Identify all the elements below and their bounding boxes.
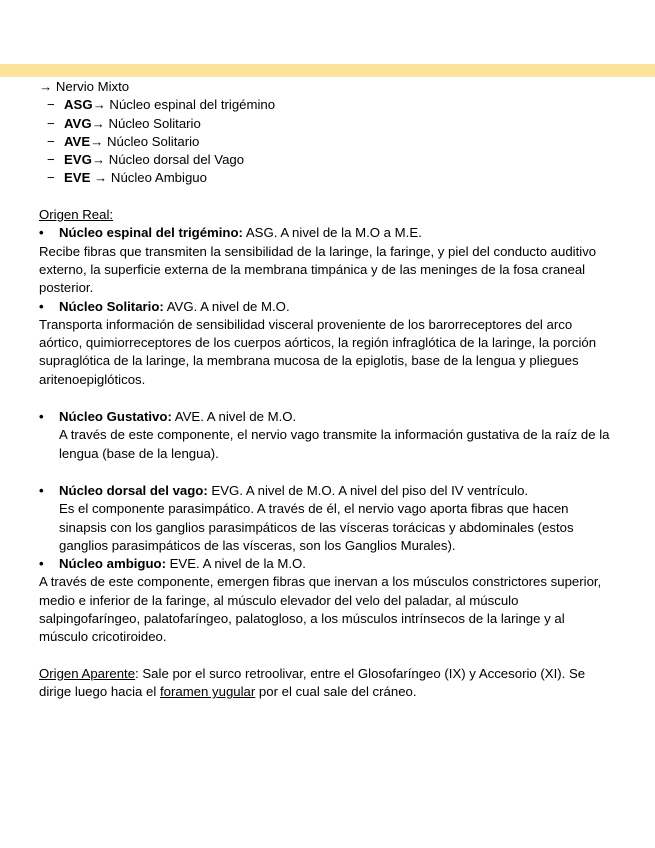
component-code: AVG→ [64, 115, 105, 131]
nucleus-description: A través de este componente, el nervio vago transmite la información gustativa de la raíz de la lengua (base de la lengua). [59, 427, 610, 461]
bullet-marker: • [39, 298, 44, 314]
nucleo-solitario-item [39, 298, 614, 316]
nucleus-description: Es el componente parasimpático. A través de él, el nervio vago aporta fibras que hacen sinapsis con los ganglios parasimpáticos de las vísceras torácicas y abdominales (estos ganglios parasimpáticos de las vísceras, son los Ganglios Murales). [59, 501, 574, 553]
component-code: ASG→ [64, 97, 106, 113]
component-nucleus: Núcleo dorsal del Vago [105, 152, 245, 168]
bullet-marker: • [39, 225, 44, 241]
highlight-band [0, 64, 655, 77]
component-evg [39, 151, 614, 169]
component-eve [39, 169, 614, 187]
nucleus-title: Núcleo Solitario: [59, 298, 164, 314]
component-nucleus: Núcleo Solitario [104, 115, 201, 131]
nucleus-summary: AVE. A nivel de M.O. [171, 409, 297, 425]
nucleus-title: Núcleo dorsal del vago: [59, 482, 208, 498]
foramen-yugular-term: foramen yugular [159, 684, 256, 700]
origen-aparente-end: por el cual sale del cráneo. [255, 684, 417, 700]
nervio-mixto-label: → Nervio Mixto [39, 79, 130, 94]
nucleus-description: A través de este componente, emergen fibras que inervan a los músculos constrictores superior, medio e inferior de la faringe, al músculo elevador del velo del paladar, al músculo salpingofaríngeo, palatofaríngeo, palatogloso, a los músculos intrínsecos de la laringe y al músculo cricotiroideo. [39, 574, 602, 645]
nucleus-title: Núcleo ambiguo: [59, 556, 166, 572]
nucleus-description: Recibe fibras que transmiten la sensibilidad de la laringe, la faringe, y piel del conducto auditivo externo, la superficie externa de la membrana timpánica y de las meninges de la fosa craneal posterior. [39, 243, 597, 296]
component-avg [39, 115, 614, 133]
origen-real-heading: Origen Real: [39, 207, 114, 223]
component-ave [39, 133, 614, 151]
nucleus-summary: ASG. A nivel de la M.O a M.E. [242, 225, 422, 241]
nucleus-description: Transporta información de sensibilidad visceral proveniente de los barorreceptores del arco aórtico, quimiorreceptores de los cuerpos aórticos, la región infraglótica de la laringe, la porción supraglótica de la laringe, la membrana mucosa de la epiglotis, base de la lengua y pliegues aritenoepiglóticos. [39, 316, 597, 387]
component-code: AVE→ [64, 133, 104, 149]
origen-aparente-heading: Origen Aparente [39, 665, 136, 681]
component-code: EVG→ [64, 152, 106, 168]
nucleo-gustativo-item [39, 408, 614, 426]
nucleo-ambiguo-item [39, 555, 614, 573]
component-code: EVE → [64, 170, 108, 186]
nucleus-summary: AVG. A nivel de M.O. [163, 298, 290, 314]
dash-marker: − [47, 115, 55, 131]
nucleus-summary: EVG. A nivel de M.O. A nivel del piso del IV ventrículo. [207, 482, 529, 498]
bullet-marker: • [39, 556, 44, 572]
nucleus-title: Núcleo espinal del trigémino: [59, 225, 243, 241]
component-asg [39, 96, 614, 114]
bullet-marker: • [39, 482, 44, 498]
bullet-marker: • [39, 409, 44, 425]
nucleo-dorsal-item [39, 482, 614, 500]
nucleus-title: Núcleo Gustativo: [59, 409, 172, 425]
component-nucleus: Núcleo Ambiguo [107, 170, 207, 186]
origen-aparente-paragraph [39, 665, 614, 702]
dash-marker: − [47, 97, 55, 113]
component-nucleus: Núcleo espinal del trigémino [105, 97, 276, 113]
component-nucleus: Núcleo Solitario [103, 133, 200, 149]
heading-colon: : [135, 665, 139, 681]
dash-marker: − [47, 170, 55, 186]
dash-marker: − [47, 152, 55, 168]
nucleus-summary: EVE. A nivel de la M.O. [165, 556, 306, 572]
nucleo-espinal-item [39, 224, 614, 242]
dash-marker: − [47, 133, 55, 149]
origen-aparente-text: Sale por el surco retroolivar, entre el Glosofaríngeo (IX) y Accesorio (XI). Se dirige luego hacia el [39, 665, 586, 700]
document-body [39, 78, 614, 702]
